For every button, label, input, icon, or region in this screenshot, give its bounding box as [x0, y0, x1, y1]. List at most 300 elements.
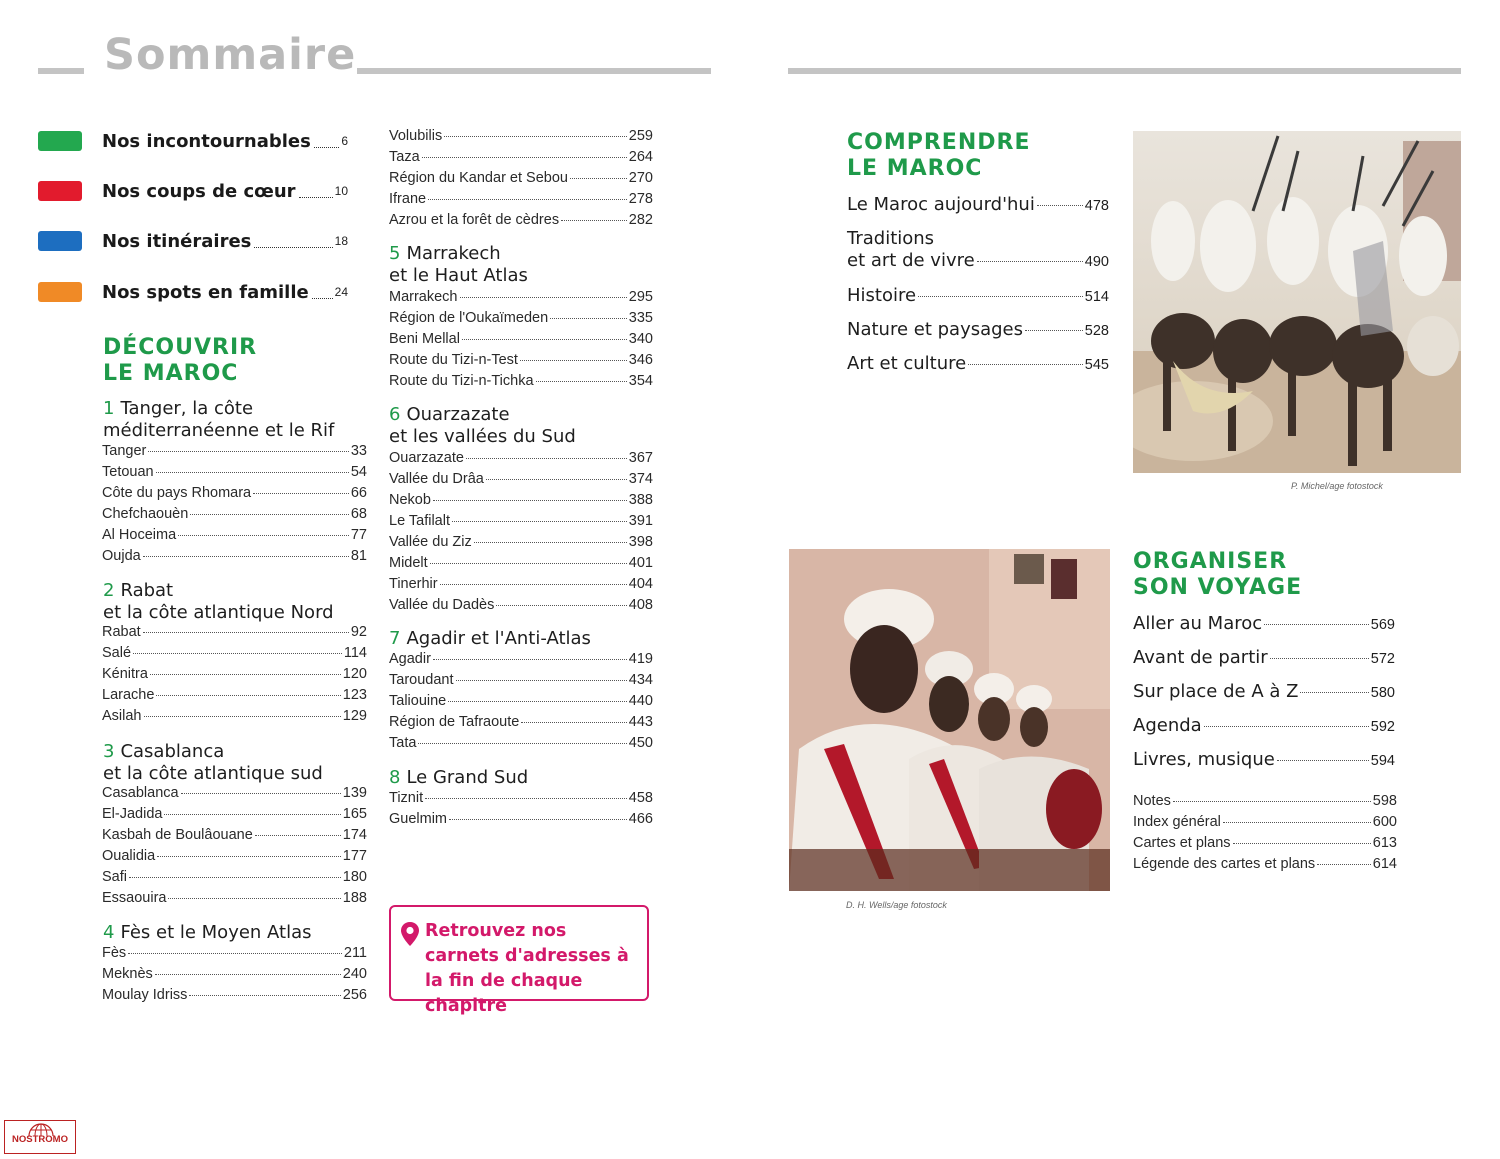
organiser-entry[interactable] [1133, 613, 1395, 636]
leader-dots [452, 521, 627, 522]
toc-entry[interactable] [102, 806, 367, 827]
entry-label: Tetouan [102, 464, 154, 480]
leader-dots [448, 701, 627, 702]
entry-page: 256 [342, 987, 367, 1003]
entry-label: Aller au Maroc [1133, 613, 1263, 634]
entry-label: El-Jadida [102, 806, 163, 822]
toc-entry[interactable] [389, 471, 653, 492]
toc-entry[interactable] [1133, 856, 1397, 877]
entry-page: 295 [628, 289, 653, 305]
chapter-7-entries [389, 651, 653, 756]
leader-dots [143, 556, 349, 557]
leader-dots [157, 856, 341, 857]
entry-page: 374 [628, 471, 653, 487]
leader-dots [918, 296, 1083, 297]
header-rule-right [788, 68, 1461, 74]
chapter-title-line: Marrakech [406, 243, 501, 264]
leader-dots [433, 500, 627, 501]
leader-dots [168, 898, 340, 899]
section-title-line: ORGANISER [1133, 549, 1288, 574]
logo-text: NOSTROMO [12, 1134, 68, 1145]
highlight-page: 6 [341, 134, 348, 148]
red-bar-icon [38, 181, 82, 201]
toc-entry[interactable] [389, 735, 653, 756]
chapter-6-entries [389, 450, 653, 618]
toc-entry[interactable] [102, 708, 367, 729]
chapter-number: 5 [389, 243, 401, 264]
entry-label: Al Hoceima [102, 527, 177, 543]
entry-page: 404 [628, 576, 653, 592]
entry-page: 54 [350, 464, 367, 480]
leader-dots [422, 157, 627, 158]
toc-entry[interactable] [389, 149, 653, 170]
highlight-label: Nos coups de cœur [102, 180, 296, 202]
entry-page: 68 [350, 506, 367, 522]
green-bar-icon [38, 131, 82, 151]
entry-label: Région de Tafraoute [389, 714, 520, 730]
entry-label: Midelt [389, 555, 428, 571]
toc-entry[interactable] [102, 785, 367, 806]
entry-label: Le Tafilalt [389, 513, 450, 529]
chapter-8-title[interactable] [389, 767, 528, 789]
entry-page: 466 [628, 811, 653, 827]
chapter-6-title[interactable] [389, 404, 576, 448]
callout-box [389, 905, 649, 1016]
leader-dots [133, 653, 342, 654]
chapter-title-line: Ouarzazate [406, 404, 510, 425]
organiser-entry[interactable] [1133, 715, 1395, 738]
chapter-title-line: et les vallées du Sud [389, 426, 576, 447]
entry-label: Oualidia [102, 848, 156, 864]
toc-entry[interactable] [102, 464, 367, 485]
toc-entry[interactable] [389, 492, 653, 513]
entry-page: 443 [628, 714, 653, 730]
callout-text: Retrouvez nos carnets d'adresses à la fin de chaque chapitre [425, 921, 629, 1016]
entry-label: Essaouira [102, 890, 167, 906]
leader-dots [433, 659, 627, 660]
leader-dots [1025, 330, 1083, 331]
leader-dots [1264, 624, 1369, 625]
toc-entry[interactable] [1133, 835, 1397, 856]
toc-entry[interactable] [389, 128, 653, 149]
header-rule-middle [357, 68, 711, 74]
leader-dots [977, 261, 1083, 262]
leader-dots [474, 542, 627, 543]
leader-dots [155, 974, 341, 975]
highlight-coups-de-coeur[interactable] [38, 179, 348, 203]
highlight-page: 18 [334, 234, 348, 248]
entry-page: 346 [628, 352, 653, 368]
leader-dots [1223, 822, 1371, 823]
leader-dots [968, 364, 1083, 365]
entry-page: 264 [628, 149, 653, 165]
leader-dots [255, 835, 341, 836]
entry-label: Traditions [847, 228, 935, 249]
entry-page: 545 [1084, 357, 1109, 373]
entry-page: 270 [628, 170, 653, 186]
leader-dots [428, 199, 627, 200]
comprendre-entry[interactable] [847, 228, 1109, 273]
toc-entry[interactable] [389, 576, 653, 597]
chapter-number: 7 [389, 628, 401, 649]
leader-dots [536, 381, 627, 382]
chapter-number: 3 [103, 741, 115, 762]
chapter-4-entries-continued [389, 128, 653, 233]
entry-label: Route du Tizi-n-Tichka [389, 373, 534, 389]
entry-label: Côte du pays Rhomara [102, 485, 252, 501]
section-title-line: SON VOYAGE [1133, 575, 1303, 600]
entry-label: Index général [1133, 814, 1221, 830]
toc-entry[interactable] [389, 373, 653, 394]
chapter-title-line: Fès et le Moyen Atlas [120, 922, 312, 943]
leader-dots [189, 995, 340, 996]
chapter-title-line: et le Haut Atlas [389, 265, 528, 286]
section-title-decouvrir [103, 335, 257, 387]
highlight-label: Nos itinéraires [102, 230, 252, 252]
entry-label: Région de l'Oukaïmeden [389, 310, 549, 326]
toc-entry[interactable] [102, 485, 367, 506]
toc-entry[interactable] [389, 289, 653, 310]
section-title-line: COMPRENDRE [847, 130, 1031, 155]
comprendre-entry[interactable] [847, 194, 1109, 217]
toc-entry[interactable] [102, 666, 367, 687]
toc-entry[interactable] [102, 966, 367, 987]
entry-page: 528 [1084, 323, 1109, 339]
entry-label: Notes [1133, 793, 1171, 809]
entry-page: 278 [628, 191, 653, 207]
toc-entry[interactable] [389, 651, 653, 672]
leader-dots [1300, 692, 1368, 693]
organiser-entry[interactable] [1133, 681, 1395, 704]
leader-dots [156, 472, 349, 473]
chapter-1-entries [102, 443, 367, 569]
leader-dots [190, 514, 349, 515]
entry-label: Casablanca [102, 785, 179, 801]
chapter-4-title[interactable] [103, 922, 312, 944]
organiser-entry[interactable] [1133, 749, 1395, 772]
chapter-number: 2 [103, 580, 115, 601]
highlight-page: 24 [334, 285, 348, 299]
entry-page: 478 [1084, 198, 1109, 214]
entry-label: Chefchaouèn [102, 506, 189, 522]
leader-dots [444, 136, 627, 137]
toc-entry[interactable] [102, 624, 367, 645]
highlight-label: Nos incontournables [102, 130, 311, 152]
toc-entry[interactable] [389, 191, 653, 212]
entry-label: Route du Tizi-n-Test [389, 352, 518, 368]
comprendre-entry[interactable] [847, 319, 1109, 342]
leader-dots [181, 793, 341, 794]
entry-page: 458 [628, 790, 653, 806]
entry-page: 114 [343, 645, 367, 661]
chapter-number: 8 [389, 767, 401, 788]
header-rule-left [38, 68, 84, 74]
leader-dots [550, 318, 627, 319]
toc-entry[interactable] [102, 848, 367, 869]
entry-page: 240 [342, 966, 367, 982]
chapter-4-entries [102, 945, 367, 1008]
toc-entry[interactable] [102, 443, 367, 464]
chapter-1-title[interactable] [103, 398, 334, 442]
toc-entry[interactable] [102, 869, 367, 890]
entry-page: 514 [1084, 289, 1109, 305]
entry-label: Tinerhir [389, 576, 438, 592]
chapter-title-line: Rabat [120, 580, 174, 601]
entry-page: 367 [628, 450, 653, 466]
musicians-illustration [789, 549, 1110, 891]
toc-entry[interactable] [389, 811, 653, 832]
section-title-organiser [1133, 549, 1302, 601]
photo-credit: P. Michel/age fotostock [1291, 481, 1383, 491]
chapter-7-title[interactable] [389, 628, 591, 650]
toc-entry[interactable] [389, 693, 653, 714]
leader-dots [1233, 843, 1371, 844]
entry-page: 335 [628, 310, 653, 326]
highlight-incontournables[interactable] [38, 129, 348, 153]
toc-entry[interactable] [389, 555, 653, 576]
entry-page: 580 [1370, 685, 1395, 701]
location-pin-icon [400, 921, 420, 947]
entry-page: 614 [1372, 856, 1397, 872]
entry-page: 81 [350, 548, 367, 564]
entry-label: Taroudant [389, 672, 454, 688]
toc-entry[interactable] [389, 672, 653, 693]
chapter-title-line: et la côte atlantique sud [103, 763, 323, 784]
leader-dots [1204, 726, 1369, 727]
entry-label: Beni Mellal [389, 331, 460, 347]
toc-entry[interactable] [389, 170, 653, 191]
chapter-5-title[interactable] [389, 243, 528, 287]
leader-dots [496, 605, 626, 606]
leader-dots [449, 819, 627, 820]
leader-dots [312, 286, 333, 299]
toc-entry[interactable] [1133, 814, 1397, 835]
blue-bar-icon [38, 231, 82, 251]
leader-dots [466, 458, 627, 459]
entry-page: 139 [342, 785, 367, 801]
leader-dots [178, 535, 349, 536]
entry-label: Larache [102, 687, 155, 703]
entry-page: 401 [628, 555, 653, 571]
organiser-minor-entries [1133, 793, 1397, 877]
entry-page: 188 [342, 890, 367, 906]
entry-page: 408 [628, 597, 653, 613]
toc-entry[interactable] [389, 513, 653, 534]
leader-dots [521, 722, 626, 723]
comprendre-entry[interactable] [847, 353, 1109, 376]
entry-page: 391 [628, 513, 653, 529]
leader-dots [128, 953, 342, 954]
leader-dots [460, 297, 627, 298]
toc-entry[interactable] [102, 645, 367, 666]
toc-entry[interactable] [389, 310, 653, 331]
toc-entry[interactable] [389, 331, 653, 352]
entry-page: 594 [1370, 753, 1395, 769]
entry-label: Sur place de A à Z [1133, 681, 1299, 702]
entry-page: 165 [342, 806, 367, 822]
entry-label: Région du Kandar et Sebou [389, 170, 568, 186]
entry-label: Asilah [102, 708, 142, 724]
toc-entry[interactable] [389, 212, 653, 233]
entry-label: Tanger [102, 443, 147, 459]
highlight-itineraires[interactable] [38, 229, 348, 253]
toc-entry[interactable] [102, 827, 367, 848]
toc-entry[interactable] [102, 890, 367, 911]
organiser-entry[interactable] [1133, 647, 1395, 670]
toc-entry[interactable] [389, 352, 653, 373]
entry-label: Kénitra [102, 666, 148, 682]
entry-label: Nekob [389, 492, 431, 508]
leader-dots [299, 185, 333, 198]
orange-bar-icon [38, 282, 82, 302]
leader-dots [1317, 864, 1371, 865]
entry-label: Tata [389, 735, 417, 751]
entry-page: 129 [342, 708, 367, 724]
leader-dots [561, 220, 627, 221]
entry-label: Safi [102, 869, 127, 885]
entry-page: 398 [628, 534, 653, 550]
entry-page: 569 [1370, 617, 1395, 633]
entry-label: Rabat [102, 624, 141, 640]
entry-label: Agenda [1133, 715, 1202, 736]
entry-label: Avant de partir [1133, 647, 1268, 668]
entry-page: 259 [628, 128, 653, 144]
leader-dots [520, 360, 627, 361]
chapter-title-line: Agadir et l'Anti-Atlas [406, 628, 591, 649]
entry-label: Ifrane [389, 191, 427, 207]
toc-entry[interactable] [1133, 793, 1397, 814]
entry-page: 180 [342, 869, 367, 885]
toc-entry[interactable] [102, 548, 367, 569]
chapter-2-title[interactable] [103, 580, 334, 624]
leader-dots [148, 451, 349, 452]
entry-label: Guelmim [389, 811, 448, 827]
leader-dots [129, 877, 341, 878]
chapter-title-line: Tanger, la côte [120, 398, 254, 419]
entry-label: Livres, musique [1133, 749, 1275, 770]
toc-entry[interactable] [389, 450, 653, 471]
page-title: Sommaire [104, 30, 357, 80]
entry-label: Vallée du Dadès [389, 597, 495, 613]
entry-page: 77 [350, 527, 367, 543]
leader-dots [1270, 658, 1369, 659]
entry-label: Salé [102, 645, 132, 661]
leader-dots [253, 493, 349, 494]
leader-dots [570, 178, 627, 179]
entry-page: 340 [628, 331, 653, 347]
entry-page: 388 [628, 492, 653, 508]
entry-label: Oujda [102, 548, 141, 564]
toc-entry[interactable] [102, 527, 367, 548]
entry-label: Tiznit [389, 790, 424, 806]
entry-label: Marrakech [389, 289, 458, 305]
section-title-line: DÉCOUVRIR [103, 335, 258, 360]
entry-page: 123 [342, 687, 367, 703]
toc-entry[interactable] [389, 790, 653, 811]
entry-page: 282 [628, 212, 653, 228]
entry-label: Meknès [102, 966, 153, 982]
chapter-title-line: Le Grand Sud [406, 767, 529, 788]
leader-dots [314, 135, 339, 148]
chapter-number: 6 [389, 404, 401, 425]
entry-label: Moulay Idriss [102, 987, 188, 1003]
toc-entry[interactable] [102, 687, 367, 708]
leader-dots [1173, 801, 1371, 802]
entry-page: 490 [1084, 254, 1109, 270]
fantasia-illustration [1133, 131, 1461, 473]
entry-page: 592 [1370, 719, 1395, 735]
entry-page: 354 [628, 373, 653, 389]
chapter-number: 1 [103, 398, 115, 419]
leader-dots [1277, 760, 1369, 761]
leader-dots [164, 814, 340, 815]
entry-page: 120 [342, 666, 367, 682]
entry-page: 572 [1370, 651, 1395, 667]
entry-page: 613 [1372, 835, 1397, 851]
comprendre-entry[interactable] [847, 285, 1109, 308]
chapter-3-entries [102, 785, 367, 911]
toc-entry[interactable] [389, 714, 653, 735]
entry-page: 440 [628, 693, 653, 709]
entry-label: Taliouine [389, 693, 447, 709]
chapter-2-entries [102, 624, 367, 729]
entry-label: Ouarzazate [389, 450, 464, 466]
leader-dots [418, 743, 626, 744]
leader-dots [425, 798, 627, 799]
entry-page: 434 [628, 672, 653, 688]
toc-entry[interactable] [389, 597, 653, 618]
leader-dots [430, 563, 627, 564]
entry-label: et art de vivre [847, 250, 975, 271]
toc-entry[interactable] [102, 945, 367, 966]
entry-page: 177 [342, 848, 367, 864]
entry-label: Art et culture [847, 353, 967, 374]
entry-label: Le Maroc aujourd'hui [847, 194, 1035, 215]
section-title-comprendre [847, 130, 1030, 182]
leader-dots [156, 695, 340, 696]
nostromo-logo [4, 1120, 76, 1154]
leader-dots [462, 339, 627, 340]
highlight-label: Nos spots en famille [102, 281, 309, 303]
entry-page: 600 [1372, 814, 1397, 830]
chapter-3-title[interactable] [103, 741, 323, 785]
leader-dots [1037, 205, 1083, 206]
entry-page: 66 [350, 485, 367, 501]
chapter-title-line: Casablanca [120, 741, 225, 762]
entry-label: Taza [389, 149, 420, 165]
toc-entry[interactable] [389, 534, 653, 555]
entry-page: 598 [1372, 793, 1397, 809]
leader-dots [486, 479, 627, 480]
entry-label: Vallée du Drâa [389, 471, 484, 487]
entry-page: 419 [628, 651, 653, 667]
leader-dots [440, 584, 627, 585]
leader-dots [143, 632, 349, 633]
chapter-number: 4 [103, 922, 115, 943]
entry-page: 450 [628, 735, 653, 751]
entry-label: Histoire [847, 285, 917, 306]
chapter-5-entries [389, 289, 653, 394]
entry-label: Nature et paysages [847, 319, 1024, 340]
section-title-line: LE MAROC [847, 156, 983, 181]
leader-dots [254, 235, 332, 248]
fantasia-photo [1133, 131, 1461, 473]
entry-page: 33 [350, 443, 367, 459]
highlight-spots-famille[interactable] [38, 280, 348, 304]
toc-entry[interactable] [102, 987, 367, 1008]
entry-page: 92 [350, 624, 367, 640]
toc-entry[interactable] [102, 506, 367, 527]
